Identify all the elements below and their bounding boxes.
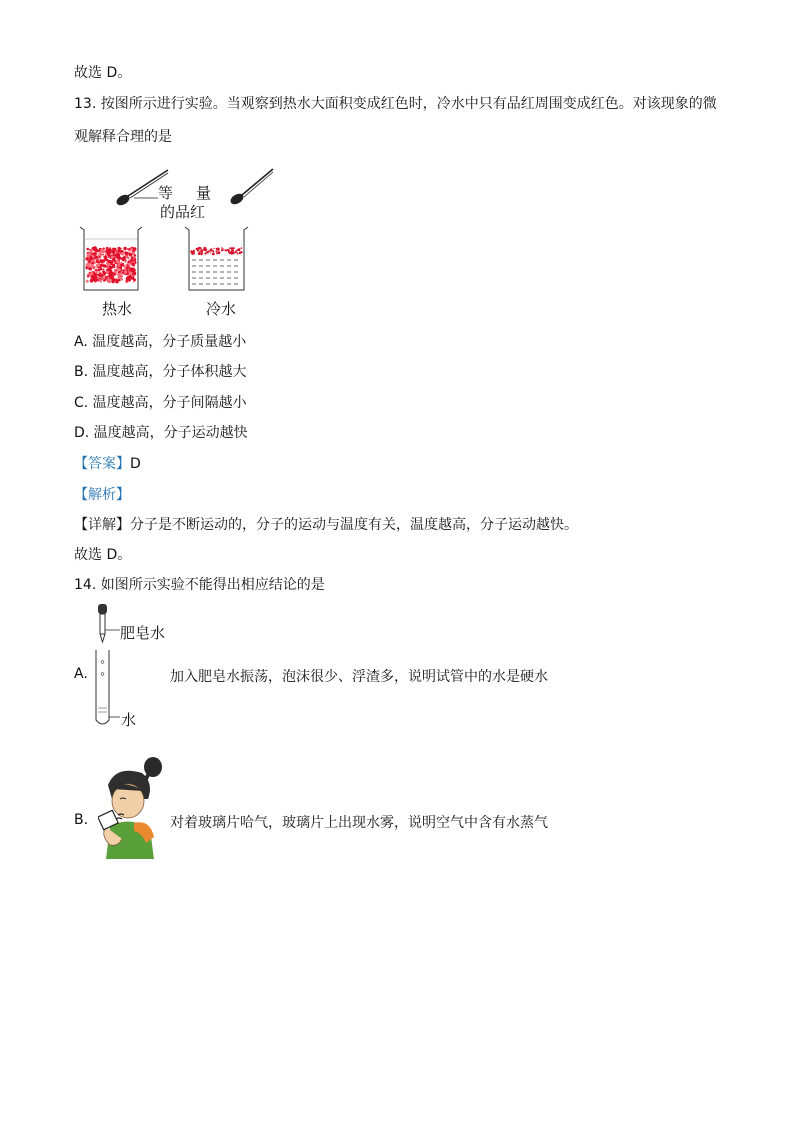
water-label: 水 <box>121 711 137 729</box>
q13-detail: 【详解】分子是不断运动的，分子的运动与温度有关，温度越高，分子运动越快。 <box>74 517 578 533</box>
figure-label-equal-amount: 等 量 <box>158 184 216 202</box>
q13-option-c: C. 温度越高，分子间隔越小 <box>74 395 247 411</box>
cold-water-label: 冷水 <box>206 300 237 318</box>
right-spoon-icon <box>229 169 273 206</box>
soap-water-test-figure <box>90 600 150 735</box>
q14-stem: 14. 如图所示实验不能得出相应结论的是 <box>74 577 325 593</box>
hot-water-label: 热水 <box>102 300 133 318</box>
q14-option-b-letter: B. <box>74 812 89 828</box>
hot-water-beaker <box>80 227 142 290</box>
q13-stem-line2: 观解释合理的是 <box>74 129 172 145</box>
q13-conclusion: 故选 D。 <box>74 547 132 563</box>
figure-label-magenta: 的品红 <box>160 203 206 221</box>
dropper-icon <box>98 604 120 642</box>
q13-option-b: B. 温度越高，分子体积越大 <box>74 364 247 380</box>
test-tube-icon <box>96 650 120 724</box>
q13-answer <box>74 455 141 473</box>
q13-analysis-tag: 【解析】 <box>74 487 130 503</box>
answer-value: D <box>130 456 141 472</box>
q13-option-d: D. 温度越高，分子运动越快 <box>74 425 248 441</box>
q13-stem-line1: 13. 按图所示进行实验。当观察到热水大面积变成红色时，冷水中只有品红周围变成红色。对该现象的微 <box>74 96 717 112</box>
cold-water-beaker <box>185 227 248 290</box>
q14-option-a-text: 加入肥皂水振荡，泡沫很少、浮渣多，说明试管中的水是硬水 <box>170 669 548 685</box>
q14-option-a-letter: A. <box>74 666 88 682</box>
q12-conclusion: 故选 D。 <box>74 65 132 81</box>
answer-tag: 【答案】 <box>74 456 130 472</box>
q13-option-a: A. 温度越高，分子质量越小 <box>74 334 247 350</box>
q14-option-b-text: 对着玻璃片哈气，玻璃片上出现水雾，说明空气中含有水蒸气 <box>170 815 548 831</box>
girl-breathing-on-glass-figure <box>98 755 168 860</box>
soap-water-label: 肥皂水 <box>120 624 166 642</box>
